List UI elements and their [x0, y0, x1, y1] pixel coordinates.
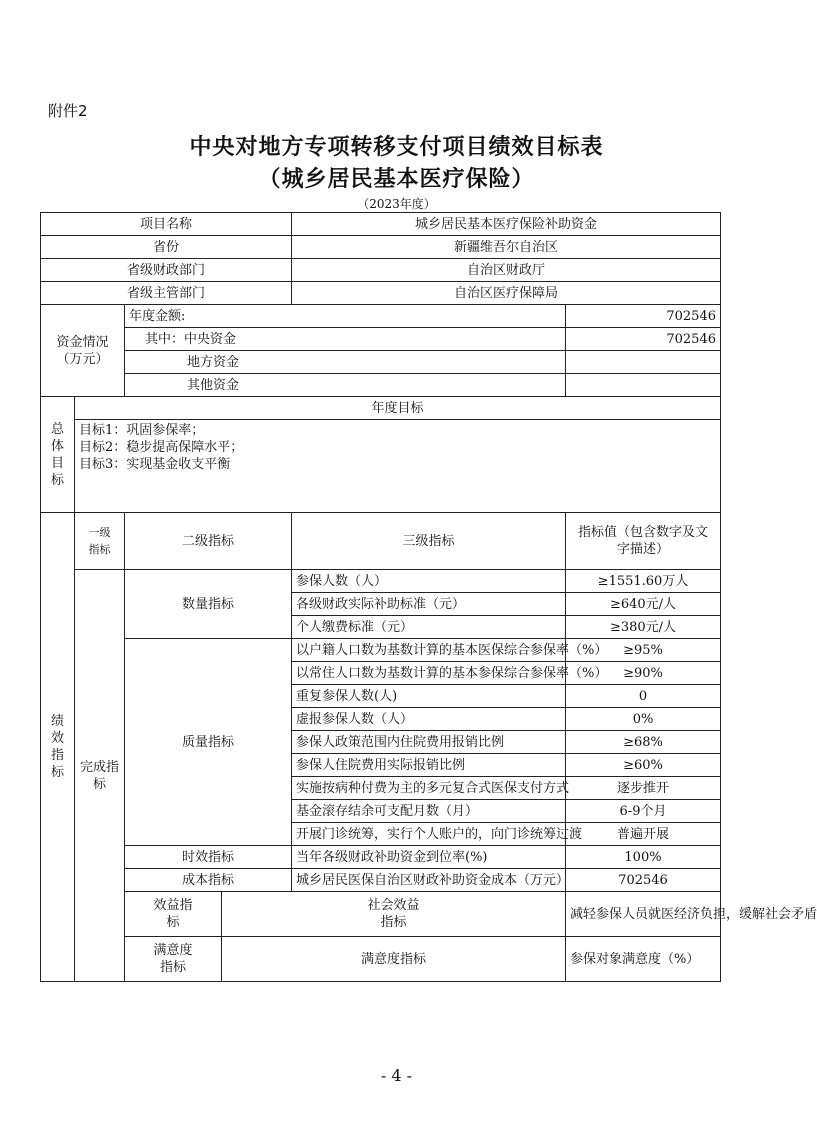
funds-other-row [41, 374, 721, 397]
indicator-row [41, 570, 721, 593]
quality-indicator-label: 质量指标 [125, 639, 292, 846]
overall-header-row [41, 397, 721, 420]
cost-indicator-label: 成本指标 [125, 869, 292, 892]
goal-item-2: 目标2：稳步提高保障水平； [79, 440, 244, 455]
indicator-name: 各级财政实际补助标准（元） [292, 593, 566, 616]
indicator-name: 城乡居民医保自治区财政补助资金成本（万元） [292, 869, 566, 892]
indicator-value: ≥95% [566, 639, 721, 662]
other-funds-value [566, 374, 721, 397]
indicator-value: 100% [566, 846, 721, 869]
indicator-value: 0% [566, 708, 721, 731]
indicator-name: 重复参保人数(人) [292, 685, 566, 708]
province-value: 新疆维吾尔自治区 [292, 236, 721, 259]
indicator-header-row [41, 513, 721, 570]
indicator-row [41, 639, 721, 662]
project-name-value: 城乡居民基本医疗保险补助资金 [292, 213, 721, 236]
annual-amount-label: 年度金额: [125, 305, 566, 328]
indicator-value: ≥1551.60万人 [566, 570, 721, 593]
indicator-name: 实施按病种付费为主的多元复合式医保支付方式 [292, 777, 566, 800]
indicator-value: ≥90% [566, 662, 721, 685]
local-funds-label: 地方资金 [125, 351, 566, 374]
province-row [41, 236, 721, 259]
indicator-name: 参保人政策范围内住院费用报销比例 [292, 731, 566, 754]
completion-indicator-label: 完成指 标 [75, 570, 125, 982]
indicator-name: 以户籍人口数为基数计算的基本医保综合参保率（%） [292, 639, 566, 662]
funds-local-row [41, 351, 721, 374]
indicator-name: 基金滚存结余可支配月数（月） [292, 800, 566, 823]
social-benefit-label: 社会效益 指标 [222, 892, 566, 937]
competent-dept-label: 省级主管部门 [41, 282, 292, 305]
annual-amount-value: 702546 [566, 305, 721, 328]
indicator-name: 参保对象满意度（%） [566, 937, 721, 982]
satisfaction-indicator-label: 满意度 指标 [125, 937, 222, 982]
year-label: （2023年度） [357, 197, 436, 211]
indicator-value: 6-9个月 [566, 800, 721, 823]
indicator-row [41, 937, 721, 982]
performance-table [40, 212, 817, 982]
value-header: 指标值（包含数字及文 字描述） [566, 513, 721, 570]
attachment-label: 附件2 [48, 102, 88, 120]
finance-dept-label: 省级财政部门 [41, 259, 292, 282]
indicator-name: 开展门诊统筹，实行个人账户的，向门诊统筹过渡 [292, 823, 566, 846]
project-name-label: 项目名称 [41, 213, 292, 236]
indicator-name: 减轻参保人员就医经济负担，缓解社会矛盾 [566, 892, 721, 937]
level2-header: 二级指标 [125, 513, 292, 570]
indicator-value: 逐步推开 [566, 777, 721, 800]
annual-goal-header: 年度目标 [75, 397, 721, 420]
goal-item-3: 目标3：实现基金收支平衡 [79, 457, 231, 472]
indicator-row [41, 892, 721, 937]
funds-label-line1: 资金情况 [56, 334, 109, 350]
indicator-name: 当年各级财政补助资金到位率(%) [292, 846, 566, 869]
indicator-row [41, 846, 721, 869]
timeliness-indicator-label: 时效指标 [125, 846, 292, 869]
other-funds-label: 其他资金 [125, 374, 566, 397]
goal-item-1: 目标1：巩固参保率； [79, 423, 205, 438]
overall-goal-side-label: 总体目标 [41, 397, 75, 513]
funds-label-line2: （万元） [56, 351, 109, 367]
indicators-side-label: 绩效指标 [41, 513, 75, 982]
indicator-value: 0 [566, 685, 721, 708]
indicator-value: ≥68% [566, 731, 721, 754]
page-number: - 4 - [380, 1066, 413, 1085]
level3-header: 三级指标 [292, 513, 566, 570]
competent-dept-value: 自治区医疗保障局 [292, 282, 721, 305]
finance-dept-value: 自治区财政厅 [292, 259, 721, 282]
funds-annual-row [41, 305, 721, 328]
central-funds-value: 702546 [566, 328, 721, 351]
indicator-value: ≥640元/人 [566, 593, 721, 616]
finance-dept-row [41, 259, 721, 282]
funds-central-row [41, 328, 721, 351]
overall-goals-row [41, 420, 721, 513]
indicator-name: 参保人数（人） [292, 570, 566, 593]
local-funds-value [566, 351, 721, 374]
competent-dept-row [41, 282, 721, 305]
indicator-value: 普遍开展 [566, 823, 721, 846]
funds-label [41, 305, 125, 397]
level1-header: 一级 指标 [75, 513, 125, 570]
indicator-name: 虚报参保人数（人） [292, 708, 566, 731]
province-label: 省份 [41, 236, 292, 259]
page-subtitle: （城乡居民基本医疗保险） [258, 166, 535, 192]
indicator-name: 以常住人口数为基数计算的基本参保综合参保率（%） [292, 662, 566, 685]
indicator-name: 个人缴费标准（元） [292, 616, 566, 639]
project-name-row [41, 213, 721, 236]
indicator-value: ≥380元/人 [566, 616, 721, 639]
indicator-value: 702546 [566, 869, 721, 892]
goals-cell [75, 420, 721, 513]
benefit-indicator-label: 效益指 标 [125, 892, 222, 937]
quantity-indicator-label: 数量指标 [125, 570, 292, 639]
indicator-row [41, 869, 721, 892]
satisfaction-sub-label: 满意度指标 [222, 937, 566, 982]
central-funds-label: 其中：中央资金 [125, 328, 566, 351]
page-title: 中央对地方专项转移支付项目绩效目标表 [189, 134, 604, 160]
indicator-value: ≥60% [566, 754, 721, 777]
indicator-name: 参保人住院费用实际报销比例 [292, 754, 566, 777]
